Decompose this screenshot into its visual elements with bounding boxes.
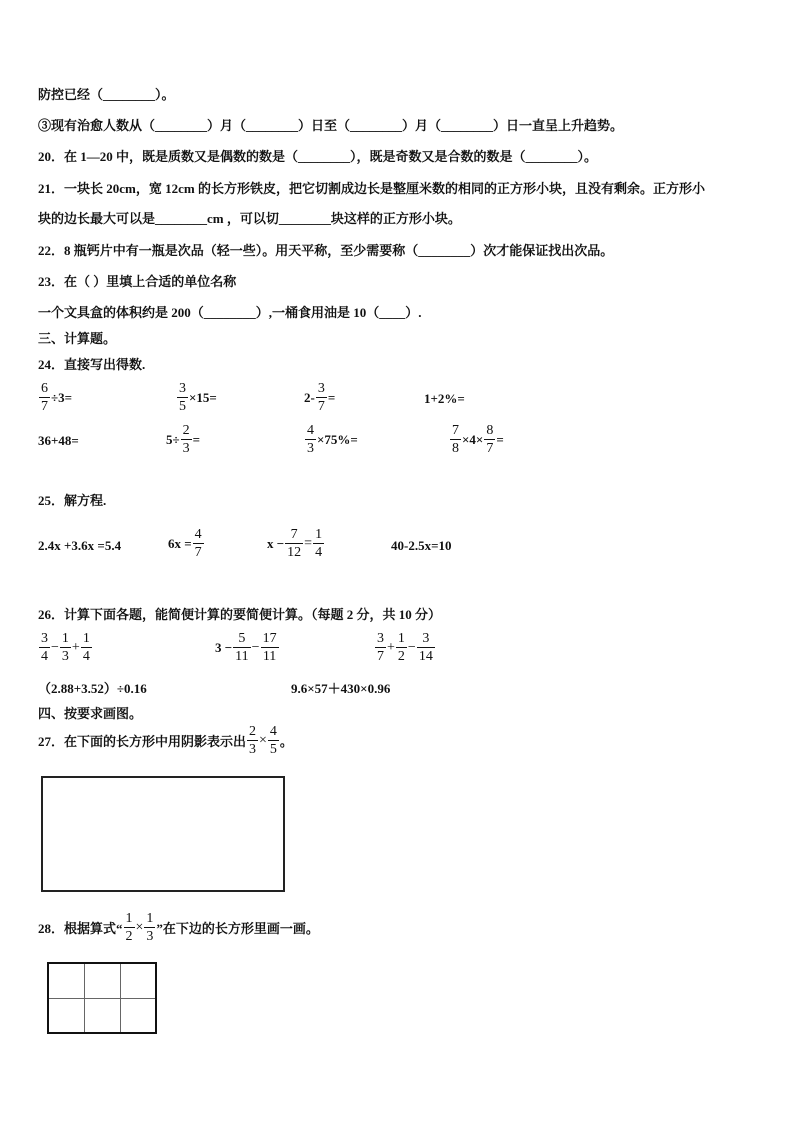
fraction: $\frac{5}{11}$ <box>235 631 249 664</box>
question-25: 25．解方程. <box>38 493 107 508</box>
fraction: $\frac{17}{11}$ <box>262 631 277 664</box>
fraction: $\frac{4}{3}$ <box>307 423 314 456</box>
q24-item-c: 2- $\frac{3}{7}$ = <box>304 381 336 414</box>
fraction: $\frac{1}{3}$ <box>146 911 154 944</box>
q24-item-b: $\frac{3}{5}$ ×15= <box>179 381 217 414</box>
fraction: $\frac{3}{4}$ <box>41 631 48 664</box>
fraction: $\frac{1}{2}$ <box>397 631 405 664</box>
fraction: $\frac{7}{12}$ <box>287 527 302 560</box>
q26-item-b: 3 − $\frac{5}{11}$ − $\frac{17}{11}$ <box>215 631 277 664</box>
q24-item-e: 36+48= <box>38 433 79 448</box>
q24-item-g: $\frac{4}{3}$ ×75%= <box>307 423 358 456</box>
question-27: 27．在下面的长方形中用阴影表示出 $\frac{2}{3}$ × $\frac{4}{5}$ 。 <box>38 724 293 757</box>
q24-item-f: 5÷ $\frac{2}{3}$ = <box>166 423 201 456</box>
question-23-content: 一个文具盒的体积约是 200（________）,一桶食用油是 10（____）. <box>38 305 422 320</box>
fraction: $\frac{4}{5}$ <box>269 724 277 757</box>
question-24: 24．直接写出得数. <box>38 357 146 372</box>
section-3-heading: 三、计算题。 <box>38 331 117 346</box>
q28-drawing-grid[interactable] <box>47 962 157 1034</box>
question-26: 26．计算下面各题，能简便计算的要简便计算。（每题 2 分，共 10 分） <box>38 607 442 622</box>
question-20: 20．在 1—20 中，既是质数又是偶数的数是（________），既是奇数又是合数的数是（________）。 <box>38 149 598 164</box>
fraction: $\frac{7}{8}$ <box>452 423 459 456</box>
fraction: $\frac{3}{7}$ <box>317 381 325 414</box>
fraction: $\frac{1}{4}$ <box>315 527 323 560</box>
fraction: $\frac{2}{3}$ <box>249 724 257 757</box>
text-line-2: ③现有治愈人数从（________）月（________）日至（________）月（________）日一直呈上升趋势。 <box>38 118 624 133</box>
q26-item-c: $\frac{3}{7}$ + $\frac{1}{2}$ − $\frac{3}{14}$ <box>377 631 433 664</box>
fraction: $\frac{2}{3}$ <box>182 423 190 456</box>
fraction: $\frac{1}{4}$ <box>82 631 90 664</box>
q25-item-b: 6x = $\frac{4}{7}$ <box>168 527 202 560</box>
q24-item-h: $\frac{7}{8}$ ×4× $\frac{8}{7}$ = <box>452 423 504 456</box>
fraction: $\frac{1}{3}$ <box>61 631 69 664</box>
fraction: $\frac{4}{7}$ <box>194 527 202 560</box>
question-23: 23．在（ ）里填上合适的单位名称 <box>38 274 237 289</box>
fraction: $\frac{3}{14}$ <box>418 631 433 664</box>
grid-line <box>49 998 155 999</box>
q24-item-a: $\frac{6}{7}$ ÷3= <box>41 381 73 414</box>
fraction: $\frac{3}{7}$ <box>377 631 384 664</box>
question-28: 28．根据算式“ $\frac{1}{2}$ × $\frac{1}{3}$ ”在下边的长方形里画一画。 <box>38 911 319 944</box>
q26-item-e: 9.6×57＋430×0.96 <box>291 681 391 696</box>
fraction: $\frac{1}{2}$ <box>125 911 133 944</box>
q26-item-a: $\frac{3}{4}$ − $\frac{1}{3}$ + $\frac{1}{4}$ <box>41 631 90 664</box>
q25-item-a: 2.4x +3.6x =5.4 <box>38 538 122 553</box>
q27-drawing-rectangle[interactable] <box>41 776 285 892</box>
question-21-line-1: 21．一块长 20cm，宽 12cm 的长方形铁皮，把它切割成边长是整厘米数的相同的正方形小块，且没有剩余。正方形小 <box>38 181 705 196</box>
section-4-heading: 四、按要求画图。 <box>38 706 143 721</box>
q25-item-d: 40-2.5x=10 <box>391 538 452 553</box>
q25-item-c: x − $\frac{7}{12}$ = $\frac{1}{4}$ <box>267 527 323 560</box>
fraction: $\frac{3}{5}$ <box>179 381 186 414</box>
question-22: 22．8 瓶钙片中有一瓶是次品（轻一些）。用天平称，至少需要称（________）次才能保证找出次品。 <box>38 243 614 258</box>
fraction: $\frac{6}{7}$ <box>41 381 48 414</box>
text-line-1: 防控已经（________）。 <box>38 87 175 102</box>
q24-item-d: 1+2%= <box>424 391 465 406</box>
q26-item-d: （2.88+3.52）÷0.16 <box>38 681 147 696</box>
question-21-line-2: 块的边长最大可以是________cm ，可以切________块这样的正方形小块。 <box>38 211 461 226</box>
fraction: $\frac{8}{7}$ <box>486 423 494 456</box>
